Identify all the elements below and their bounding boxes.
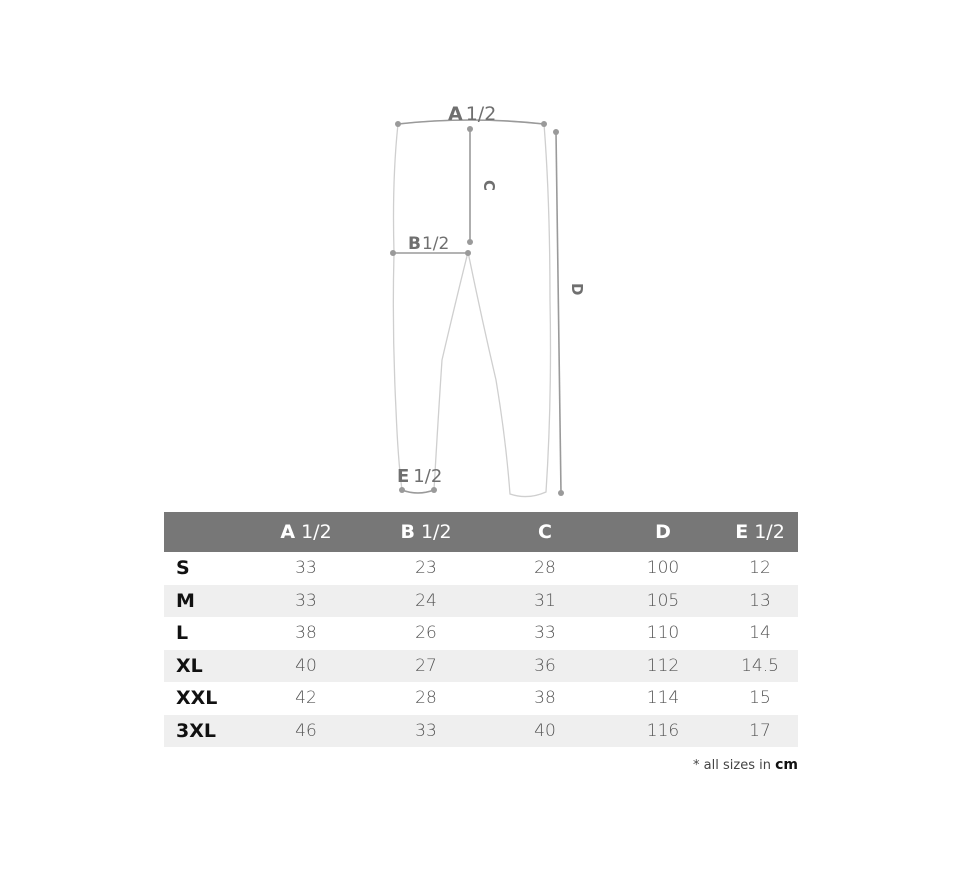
header-e: E 1/2: [735, 521, 785, 543]
table-cell: 31: [534, 590, 556, 611]
size-label: XL: [176, 654, 203, 677]
size-table: [164, 512, 798, 747]
table-row: [164, 682, 798, 715]
table-row: [164, 715, 798, 748]
table-cell: 23: [415, 558, 437, 579]
measure-dot: [467, 239, 473, 245]
table-cell: 33: [295, 558, 317, 579]
size-label: S: [176, 557, 190, 580]
table-cell: 27: [415, 655, 437, 676]
measure-dot: [431, 487, 437, 493]
label-d: D: [568, 283, 586, 296]
measure-dot: [553, 129, 559, 135]
label-c: C: [480, 180, 498, 192]
size-label: M: [176, 589, 195, 612]
table-cell: 33: [295, 590, 317, 611]
table-cell: 46: [295, 720, 317, 741]
header-size: [164, 512, 246, 552]
measure-dot: [541, 121, 547, 127]
table-cell: 114: [646, 688, 680, 709]
table-cell: 38: [295, 623, 317, 644]
table-row: [164, 585, 798, 618]
table-row: [164, 650, 798, 683]
footnote-unit: cm: [775, 757, 798, 773]
measure-line-e: [402, 490, 434, 493]
table-cell: 28: [415, 688, 437, 709]
table-cell: 26: [415, 623, 437, 644]
table-cell: 42: [295, 688, 317, 709]
table-cell: 36: [534, 655, 556, 676]
table-cell: 38: [534, 688, 556, 709]
units-footnote: [164, 757, 798, 773]
table-cell: 105: [646, 590, 680, 611]
measure-line-d: [556, 132, 561, 493]
table-cell: 15: [749, 688, 771, 709]
label-e: E 1/2: [397, 466, 443, 487]
size-label: 3XL: [176, 719, 216, 742]
table-header-row: [164, 512, 798, 552]
table-cell: 40: [534, 720, 556, 741]
table-cell: 100: [646, 558, 680, 579]
table-cell: 24: [415, 590, 437, 611]
table-cell: 33: [534, 623, 556, 644]
header-b: B 1/2: [400, 521, 452, 543]
measure-dot: [395, 121, 401, 127]
header-c: C: [538, 521, 552, 543]
table-cell: 116: [646, 720, 680, 741]
header-d: D: [655, 521, 671, 543]
table-cell: 13: [749, 590, 771, 611]
measure-dot: [399, 487, 405, 493]
label-a: A 1/2: [448, 103, 497, 125]
table-cell: 33: [415, 720, 437, 741]
measure-dot: [558, 490, 564, 496]
size-label: L: [176, 622, 189, 645]
table-cell: 12: [749, 558, 771, 579]
pants-outline: [393, 120, 550, 497]
measure-dot: [465, 250, 471, 256]
table-cell: 112: [646, 655, 680, 676]
table-cell: 40: [295, 655, 317, 676]
table-cell: 28: [534, 558, 556, 579]
table-cell: 14.5: [741, 655, 779, 676]
header-a: A 1/2: [280, 521, 332, 543]
label-b: B1/2: [408, 234, 450, 254]
size-table-container: [164, 512, 798, 747]
table-cell: 17: [749, 720, 771, 741]
measure-dot: [390, 250, 396, 256]
measure-dot: [467, 126, 473, 132]
table-cell: 110: [646, 623, 680, 644]
table-row: [164, 617, 798, 650]
table-row: [164, 552, 798, 585]
size-label: XXL: [176, 687, 218, 710]
table-cell: 14: [749, 623, 771, 644]
footnote-text: * all sizes in: [693, 758, 771, 773]
